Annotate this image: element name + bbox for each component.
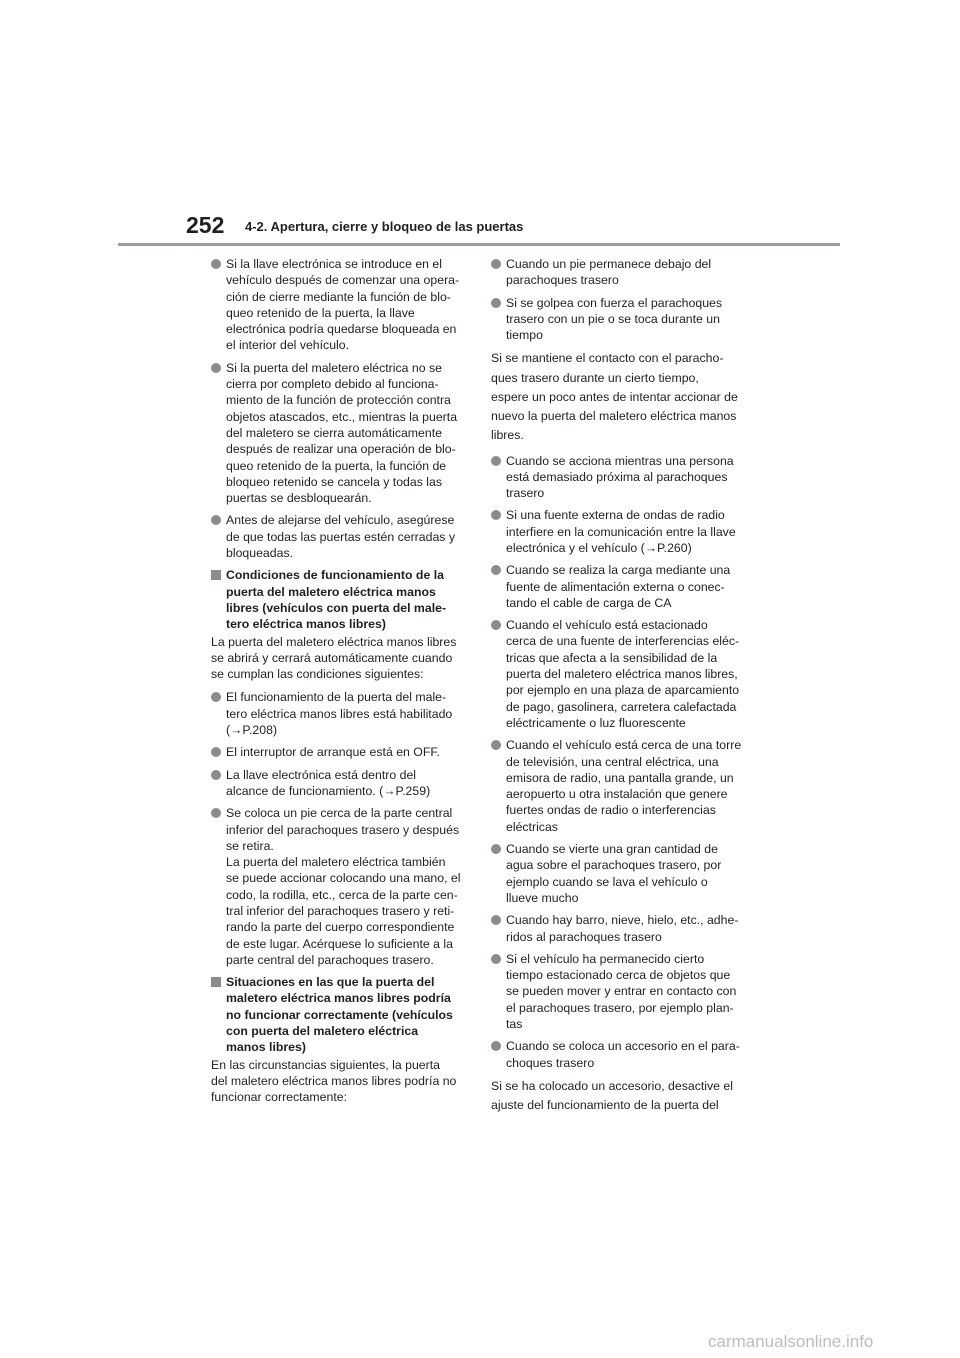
subsection-heading	[211, 974, 467, 1055]
bullet-item	[491, 1038, 747, 1071]
bullet-item	[211, 256, 467, 354]
bullet-text: Si la puerta del maletero eléctrica no se cierra por completo debido al funciona- miento de la función de protección contra objetos atascados, etc., mientras la puerta del maletero se cierra automáticamente después de realizar una operación de blo- queo retenido de la puerta, la función de bloqueo retenido se cancela y todas las puertas se desbloquearán.	[226, 360, 458, 506]
bullet-text: Antes de alejarse del vehículo, asegúrese de que todas las puertas estén cerradas y bloqueadas.	[226, 513, 455, 561]
bullet-text: Cuando el vehículo está estacionado cerca de una fuente de interferencias eléc- tricas que afecta a la sensibilidad de la puerta del maletero eléctrica manos libres, por ejemplo en una plaza de aparcamiento de pago, gasolinera, carretera calefactada eléctricamente o luz fluorescente	[506, 618, 740, 730]
subsection-heading	[211, 567, 467, 632]
bullet-text: Cuando el vehículo está cerca de una torre de televisión, una central eléctrica, una emisora de radio, una pantalla grande, un aeropuerto u otra instalación que genere fuertes ondas de radio o interferencias eléctricas	[506, 738, 742, 834]
bullet-dot-icon	[491, 298, 501, 308]
bullet-text: Cuando se coloca un accesorio en el para- choques trasero	[506, 1039, 740, 1070]
bullet-dot-icon	[211, 363, 221, 373]
bullet-dot-icon	[491, 844, 501, 854]
bullet-dot-icon	[211, 808, 221, 818]
paragraph: La puerta del maletero eléctrica manos libres se abrirá y cerrará automáticamente cuando se cumplan las condiciones siguientes:	[211, 634, 457, 682]
bullet-item	[211, 767, 467, 800]
bullet-item	[211, 744, 467, 760]
bullet-dot-icon	[211, 770, 221, 780]
square-bullet-icon	[211, 570, 221, 580]
square-bullet-icon	[211, 977, 221, 987]
bullet-text: Si el vehículo ha permanecido cierto tiempo estacionado cerca de objetos que se pueden mover y entrar en contacto con el parachoques trasero, por ejemplo plan- tas	[506, 951, 737, 1031]
bullet-text: El funcionamiento de la puerta del male- tero eléctrica manos libres está habilitado (→P.208)	[226, 690, 453, 738]
subsection-heading-text: Situaciones en las que la puerta del maletero eléctrica manos libres podría no funcionar correctamente (vehículos con puerta del maletero eléctrica manos libres)	[226, 975, 453, 1055]
bullet-text: Cuando se vierte una gran cantidad de agua sobre el parachoques trasero, por ejemplo cuando se lava el vehículo o llueve mucho	[506, 842, 722, 905]
bullet-text: Si la llave electrónica se introduce en el vehículo después de comenzar una opera- ción de cierre mediante la función de blo- queo retenido de la puerta, la llave electrónica podría quedarse bloqueada en el interior del vehículo.	[226, 257, 460, 353]
bullet-text: Cuando un pie permanece debajo del parachoques trasero	[506, 257, 712, 288]
bullet-item	[211, 689, 467, 738]
bullet-text: El interruptor de arranque está en OFF.	[226, 745, 440, 760]
bullet-dot-icon	[491, 954, 501, 964]
subsection-heading-text: Condiciones de funcionamiento de la puerta del maletero eléctrica manos libres (vehículos con puerta del male- tero eléctrica manos libres)	[226, 568, 447, 632]
bullet-item	[491, 841, 747, 906]
bullet-dot-icon	[491, 620, 501, 630]
bullet-dot-icon	[491, 456, 501, 466]
bullet-text: Si una fuente externa de ondas de radio interfiere en la comunicación entre la llave electrónica y el vehículo (→P.260)	[506, 508, 736, 555]
right-column	[491, 256, 747, 1122]
bullet-dot-icon	[491, 1041, 501, 1051]
bullet-dot-icon	[491, 510, 501, 520]
section-title: 4-2. Apertura, cierre y bloqueo de las puertas	[245, 219, 524, 234]
paragraph: Si se mantiene el contacto con el paracho- ques trasero durante un cierto tiempo, espere un poco antes de intentar accionar de nuevo la puerta del maletero eléctrica manos libres.	[491, 351, 738, 443]
bullet-item	[491, 295, 747, 344]
page-number: 252	[186, 212, 225, 238]
watermark: carmanualsonline.info	[708, 1332, 874, 1351]
bullet-text: Cuando se acciona mientras una persona está demasiado próxima al parachoques trasero	[506, 453, 734, 501]
bullet-dot-icon	[491, 259, 501, 269]
bullet-text: Cuando hay barro, nieve, hielo, etc., adhe- ridos al parachoques trasero	[506, 913, 739, 944]
bullet-item	[491, 617, 747, 731]
paragraph: Si se ha colocado un accesorio, desactive el ajuste del funcionamiento de la puerta del	[491, 1078, 733, 1113]
bullet-text: Se coloca un pie cerca de la parte central inferior del parachoques trasero y después se retira. La puerta del maletero eléctrica también se puede accionar colocando una mano, el codo, la rodilla, etc., cerca de la parte cen- tral inferior del parachoques trasero y reti- rando la parte del cuerpo correspondiente de este lugar. Acérquese lo suficiente a la parte central del parachoques trasero.	[226, 806, 461, 967]
header-divider	[118, 243, 840, 246]
bullet-text: Cuando se realiza la carga mediante una fuente de alimentación externa o conec- tando el cable de carga de CA	[506, 563, 731, 610]
bullet-item	[211, 360, 467, 507]
bullet-dot-icon	[491, 740, 501, 750]
bullet-item	[491, 562, 747, 611]
bullet-dot-icon	[211, 692, 221, 702]
bullet-item	[491, 507, 747, 556]
bullet-item	[491, 912, 747, 945]
bullet-dot-icon	[211, 515, 221, 525]
bullet-dot-icon	[211, 747, 221, 757]
bullet-item	[491, 453, 747, 502]
bullet-text: Si se golpea con fuerza el parachoques trasero con un pie o se toca durante un tiempo	[506, 295, 723, 343]
left-column	[211, 256, 467, 1113]
bullet-dot-icon	[491, 565, 501, 575]
bullet-text: La llave electrónica está dentro del alcance de funcionamiento. (→P.259)	[226, 767, 431, 798]
bullet-item	[491, 737, 747, 835]
bullet-dot-icon	[491, 915, 501, 925]
bullet-item	[491, 256, 747, 289]
bullet-item	[491, 951, 747, 1032]
paragraph: En las circunstancias siguientes, la puerta del maletero eléctrica manos libres podría no funcionar correctamente:	[211, 1057, 457, 1105]
bullet-item	[211, 805, 467, 968]
bullet-dot-icon	[211, 259, 221, 269]
bullet-item	[211, 512, 467, 561]
